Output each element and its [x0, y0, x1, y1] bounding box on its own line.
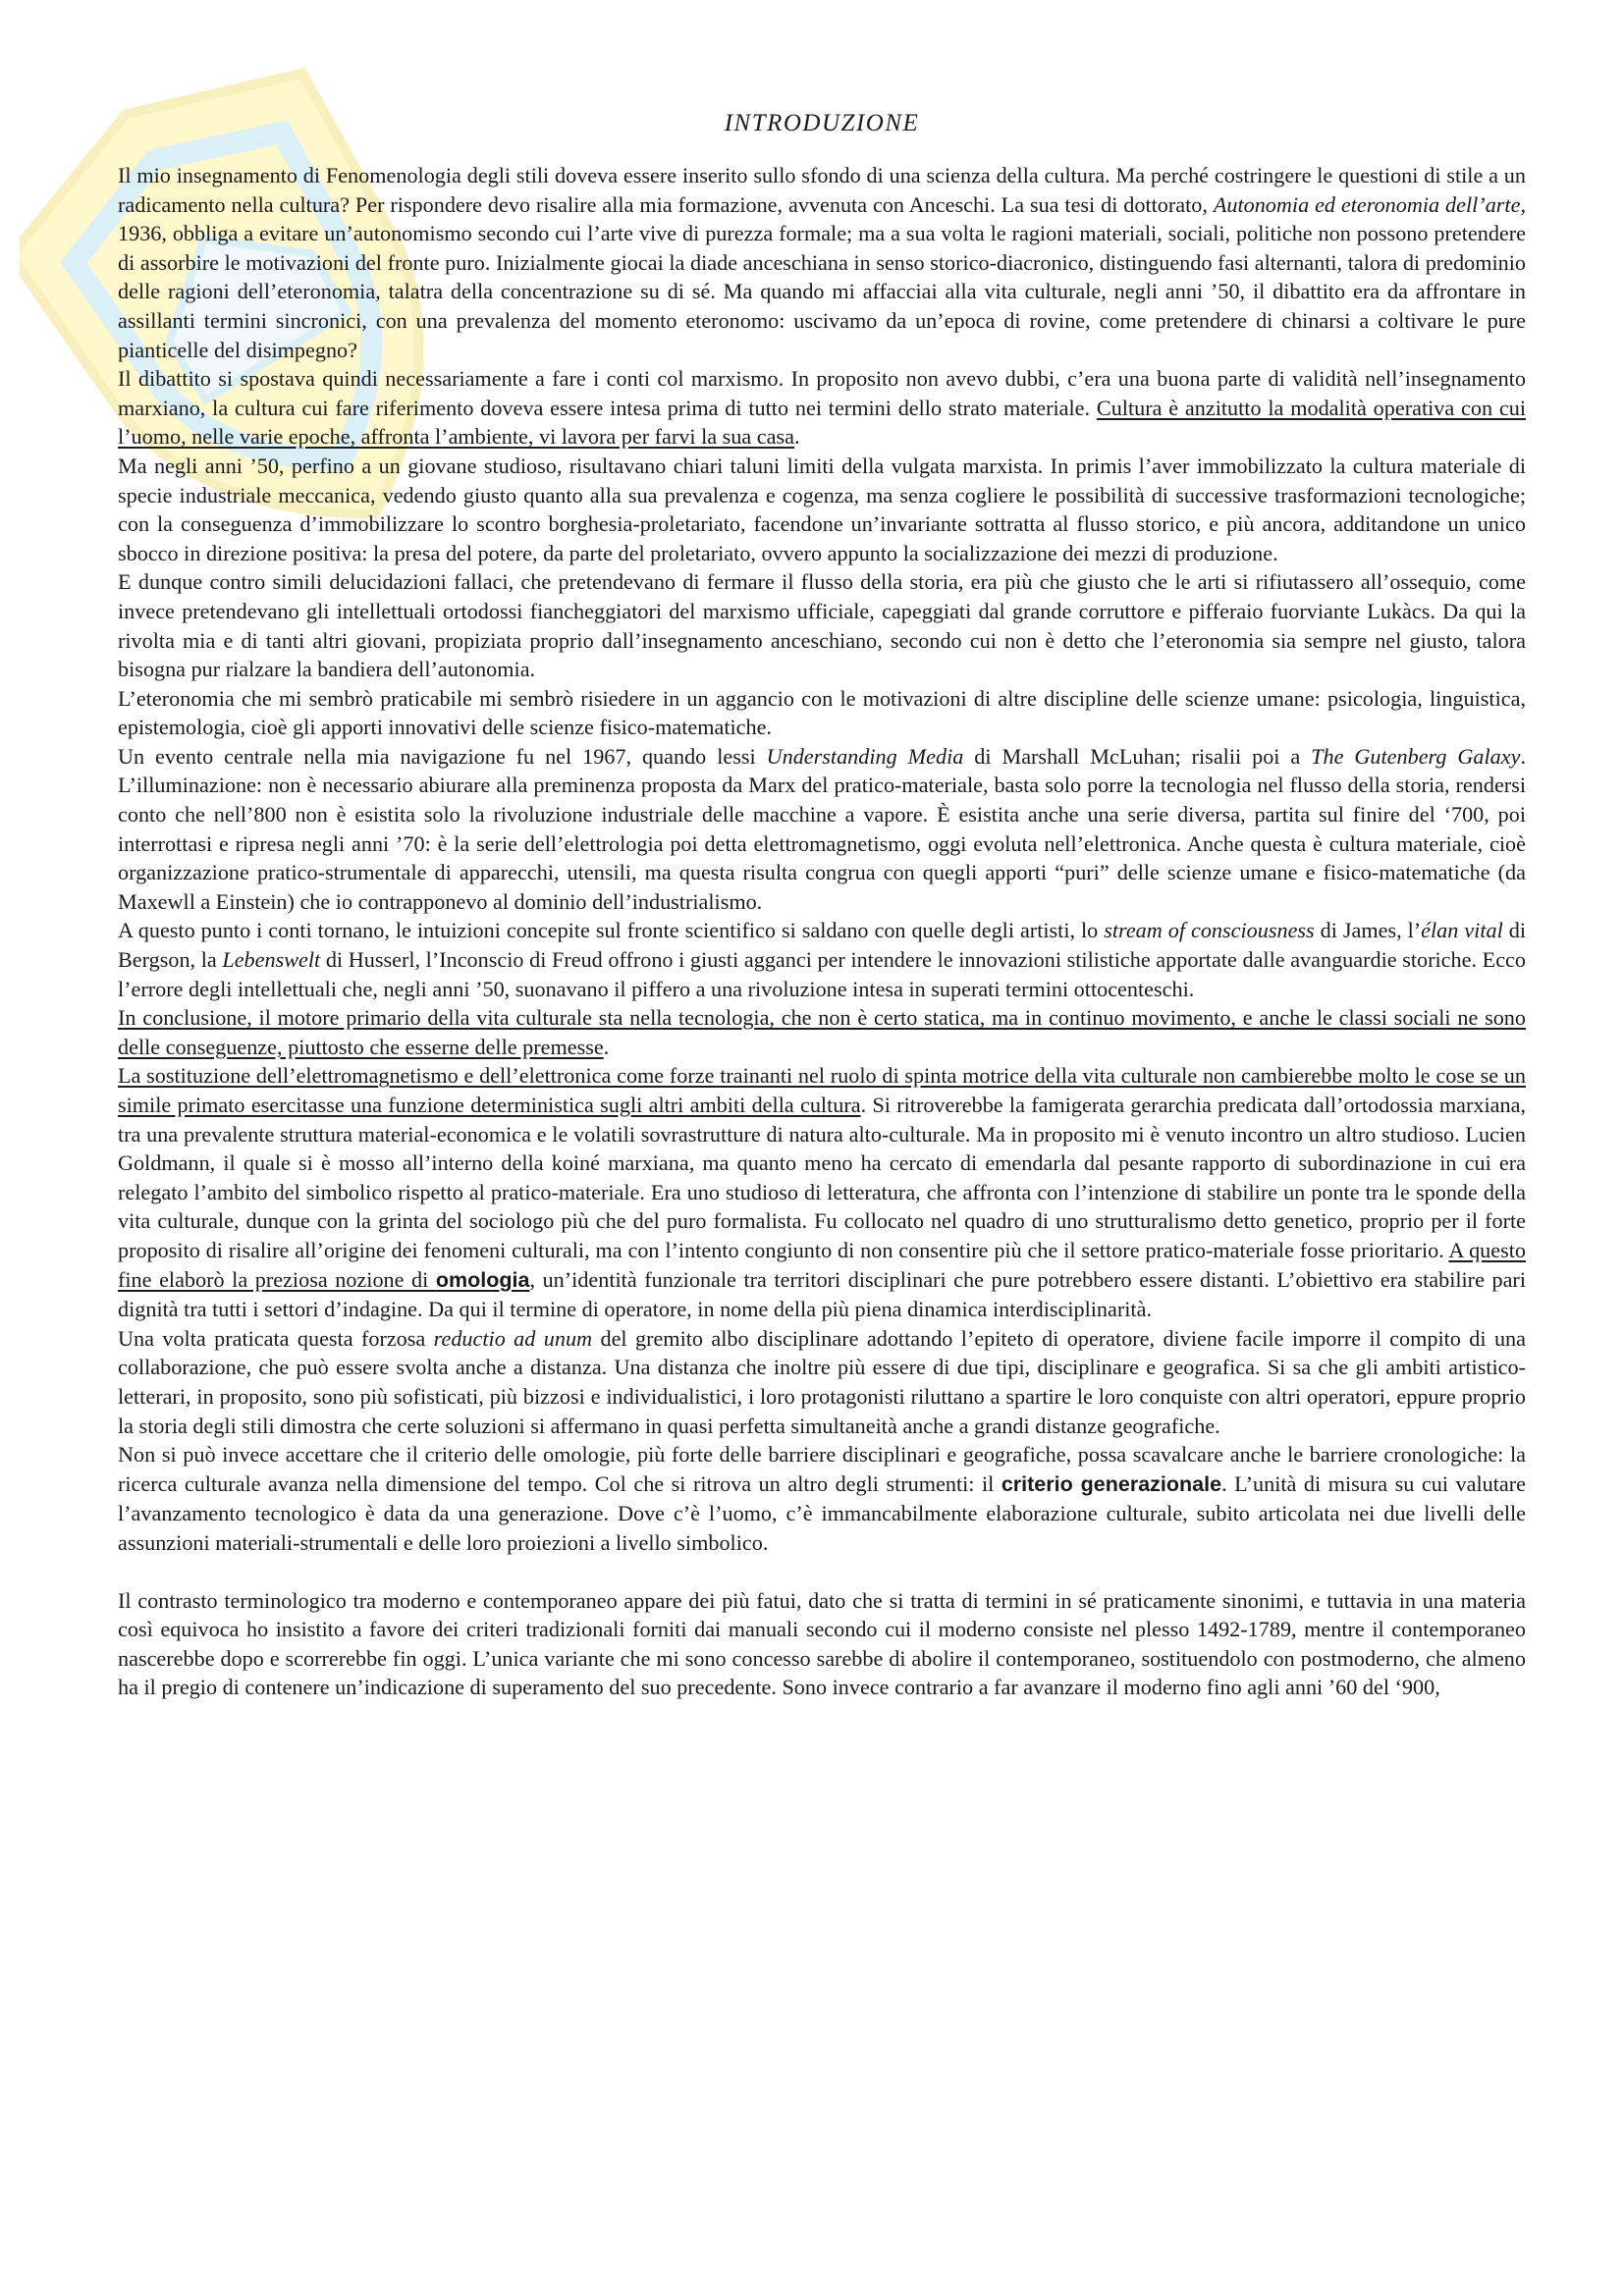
text-run: Ma negli anni ’50, perfino a un giovane studioso, risultavano chiari taluni limiti della vulgata marxista. In primis l’aver immobilizzato la cultura materiale di specie industriale meccanica, vedendo giusto quanto alla sua prevalenza e cogenza, ma senza cogliere le possibilità di successive trasformazioni tecnologiche; con la conseguenza d’immobilizzare lo scontro borghesia-proletariato, facendone un’invariante sottratta al flusso storico, e più ancora, additandone un unico sbocco in direzione positiva: la presa del potere, da parte del proletariato, ovvero appunto la socializzazione dei mezzi di produzione.: [118, 453, 1526, 565]
text-run: Una volta praticata questa forzosa: [118, 1325, 434, 1351]
text-run: .: [793, 424, 800, 450]
paragraph: [118, 452, 1526, 567]
underlined-text: A questo fine elaborò la preziosa nozione di: [118, 1237, 1526, 1292]
italic-text: reductio ad unum: [433, 1325, 593, 1351]
document-body: [118, 108, 1526, 1702]
text-run: , un’identità funzionale tra territori disciplinari che pure potrebbero essere distanti. L’obiettivo era stabilire pari dignità tra tutti i settori d’indagine. Da qui il termine di operatore, in nome della più piena dinamica interdisciplinarità.: [118, 1266, 1526, 1322]
text-run: Il contrasto terminologico tra moderno e contemporaneo appare dei più fatui, dato che si tratta di termini in sé praticamente sinonimi, e tuttavia in una materia così equivoca ho insistito a favore dei criteri tradizionali forniti dai manuali secondo cui il moderno consiste nel plesso 1492-1789, mentre il contemporaneo nascerebbe dopo e scorrerebbe fin oggi. L’unica variante che mi sono concesso sarebbe di abolire il contemporaneo, sostituendolo con postmoderno, che almeno ha il pregio di contenere un’indicazione di superamento del suo precedente. Sono invece contrario a far avanzare il moderno fino agli anni ’60 del ‘900,: [118, 1587, 1526, 1700]
text-run: . Si ritroverebbe la famigerata gerarchia predicata dall’ortodossia marxiana, tra una prevalente struttura material-economica e le volatili sovrastrutture di natura alto-culturale. Ma in proposito mi è venuto incontro un altro studioso. Lucien Goldmann, il quale si è mosso all’interno della koiné marxiana, ma quanto meno ha cercato di emendarla dal pesante rapporto di subordinazione in cui era relegato l’ambito del simbolico rispetto al pratico-materiale. Era uno studioso di letteratura, che affronta con l’intenzione di stabilire un ponte tra le sponde della vita culturale, dunque con la grinta del sociologo più che del puro formalista. Fu collocato nel quadro di uno strutturalismo detto genetico, proprio per il forte proposito di risalire all’origine dei fenomeni culturali, ma con l’intento congiunto di non consentire più che il settore pratico-materiale fosse prioritario.: [118, 1093, 1526, 1262]
italic-text: The Gutenberg Galaxy: [1311, 743, 1521, 769]
italic-text: Autonomia ed eteronomia dell’arte: [1213, 191, 1521, 217]
paragraph-list: [118, 161, 1526, 1702]
text-run: di James, l’: [1314, 918, 1422, 943]
keyword: omologia: [435, 1267, 530, 1292]
italic-text: Lebenswelt: [222, 947, 321, 973]
italic-text: stream of consciousness: [1104, 918, 1315, 943]
text-run: L’eteronomia che mi sembrò praticabile mi sembrò risiedere in un aggancio con le motivazioni di altre discipline delle scienze umane: psicologia, linguistica, epistemologia, cioè gli apporti innovativi delle scienze fisico-matematiche.: [118, 685, 1526, 740]
paragraph: [118, 684, 1526, 742]
text-run: Un evento centrale nella mia navigazione fu nel 1967, quando lessi: [118, 743, 767, 769]
text-run: di Bergson, la: [118, 918, 1526, 973]
text-run: Non si può invece accettare che il criterio delle omologie, più forte delle barriere disciplinari e geografiche, possa scavalcare anche le barriere cronologiche: la ricerca culturale avanza nella dimensione del tempo. Col che si ritrova un altro degli strumenti: il: [118, 1442, 1526, 1496]
paragraph: [118, 742, 1526, 917]
text-run: Il dibattito si spostava quindi necessariamente a fare i conti col marxismo. In proposito non avevo dubbi, c’era una buona parte di validità nell’insegnamento marxiano, la cultura cui fare riferimento doveva essere intesa prima di tutto nei termini dello strato materiale.: [118, 366, 1526, 420]
text-run: . L’illuminazione: non è necessario abiurare alla preminenza proposta da Marx del pratico-materiale, basta solo porre la tecnologia nel flusso della storia, rendersi conto che nell’800 non è esistita solo la rivoluzione industriale delle macchine a vapore. È esistita anche una serie diversa, partita sul finire del ‘700, poi interrottasi e ripresa negli anni ’70: è la serie dell’elettrologia poi detta elettromagnetismo, oggi evoluta nell’elettronica. Anche questa è cultura materiale, cioè organizzazione pratico-strumentale di apparecchi, utensili, ma questa risulta congrua con quegli apporti “puri” delle scienze umane e fisico-matematiche (da Maxewll a Einstein) che io contrapponevo al dominio dell’industrialismo.: [118, 743, 1527, 914]
document-title: INTRODUZIONE: [724, 110, 920, 136]
text-run: Il mio insegnamento di Fenomenologia degli stili doveva essere inserito sullo sfondo di una scienza della cultura. Ma perché costringere le questioni di stile a un radicamento nella cultura? Per rispondere devo risalire alla mia formazione, avvenuta con Anceschi. La sua tesi di dottorato,: [118, 163, 1526, 217]
paragraph: [118, 567, 1526, 683]
underlined-text: In conclusione, il motore primario della vita culturale sta nella tecnologia, che non è certo statica, ma in continuo movimento, e anche le classi sociali ne sono delle conseguenze, piuttosto che esserne delle premesse: [118, 1005, 1526, 1059]
paragraph: [118, 1586, 1526, 1702]
paragraph: [118, 1440, 1526, 1557]
text-run: di Husserl, l’Inconscio di Freud offrono i giusti agganci per intendere le innovazioni stilistiche apportate dalle avanguardie storiche. Ecco l’errore degli intellettuali che, negli anni ’50, suonavano il piffero a una rivoluzione intesa in superati termini ottocenteschi.: [118, 947, 1526, 1001]
paragraph: [118, 916, 1526, 1003]
text-run: .: [603, 1034, 610, 1059]
paragraph: [118, 1003, 1526, 1061]
text-run: . L’unità di misura su cui valutare l’avanzamento tecnologico è data da una generazione. Dove c’è l’uomo, c’è immancabilmente elaborazione culturale, subito articolata nei due livelli delle assunzioni materiali-strumentali e delle loro proiezioni a livello simbolico.: [118, 1470, 1526, 1555]
italic-text: Understanding Media: [766, 743, 964, 769]
text-run: di Marshall McLuhan; risalii poi a: [963, 743, 1312, 769]
paragraph: [118, 364, 1526, 452]
paragraph: [118, 1324, 1526, 1440]
italic-text: élan vital: [1421, 918, 1503, 943]
paragraph: [118, 161, 1526, 364]
text-run: del gremito albo disciplinare adottando l’epiteto di operatore, diviene facile imporre il compito di una collaborazione, che può essere svolta anche a distanza. Una distanza che inoltre più essere di due tipi, disciplinare e geografica. Si sa che gli ambiti artistico-letterari, in proposito, sono più sofisticati, più bizzosi e individualistici, i loro protagonisti riluttano a spartire le loro conquiste con altri operatori, eppure proprio la storia degli stili dimostra che certe soluzioni si affermano in quasi perfetta simultaneità anche a grandi distanze geografiche.: [118, 1325, 1526, 1438]
paragraph: [118, 1061, 1526, 1323]
text-run: , 1936, obbliga a evitare un’autonomismo secondo cui l’arte vive di purezza formale; ma a sua volta le ragioni materiali, sociali, politiche non possono pretendere di assorbire le motivazioni del fronte puro. Inizialmente giocai la diade anceschiana in senso storico-diacronico, distinguendo fasi alternanti, talora di predominio delle ragioni dell’eteronomia, talatra della concentrazione su di sé. Ma quando mi affacciai alla vita culturale, negli anni ’50, il dibattito era da affrontare in assillanti termini sincronici, con una prevalenza del momento eteronomo: uscivamo da un’epoca di rovine, come pretendere di chinarsi a coltivare le pure pianticelle del disimpegno?: [118, 191, 1526, 362]
keyword: criterio generazionale: [1001, 1471, 1222, 1496]
text-run: A questo punto i conti tornano, le intuizioni concepite sul fronte scientifico si saldano con quelle degli artisti, lo: [118, 918, 1105, 943]
underlined-text: Cultura è anzitutto la modalità operativa con cui l’uomo, nelle varie epoche, affronta l’ambiente, vi lavora per farvi la sua casa: [118, 395, 1526, 450]
underlined-text: La sostituzione dell’elettromagnetismo e dell’elettronica come forze trainanti nel ruolo di spinta motrice della vita culturale non cambierebbe molto le cose se un simile primato esercitasse una funzione deterministica sugli altri ambiti della cultura: [118, 1063, 1526, 1117]
text-run: E dunque contro simili delucidazioni fallaci, che pretendevano di fermare il flusso della storia, era più che giusto che le arti si rifiutassero all’ossequio, come invece pretendevano gli intellettuali ortodossi fiancheggiatori del marxismo ufficiale, capeggiati dal grande corruttore e pifferaio fuorviante Lukàcs. Da qui la rivolta mia e di tanti altri giovani, propiziata proprio dall’insegnamento anceschiano, secondo cui non è detto che l’eteronomia sia sempre nel giusto, talora bisogna pur rialzare la bandiera dell’autonomia.: [118, 569, 1526, 682]
